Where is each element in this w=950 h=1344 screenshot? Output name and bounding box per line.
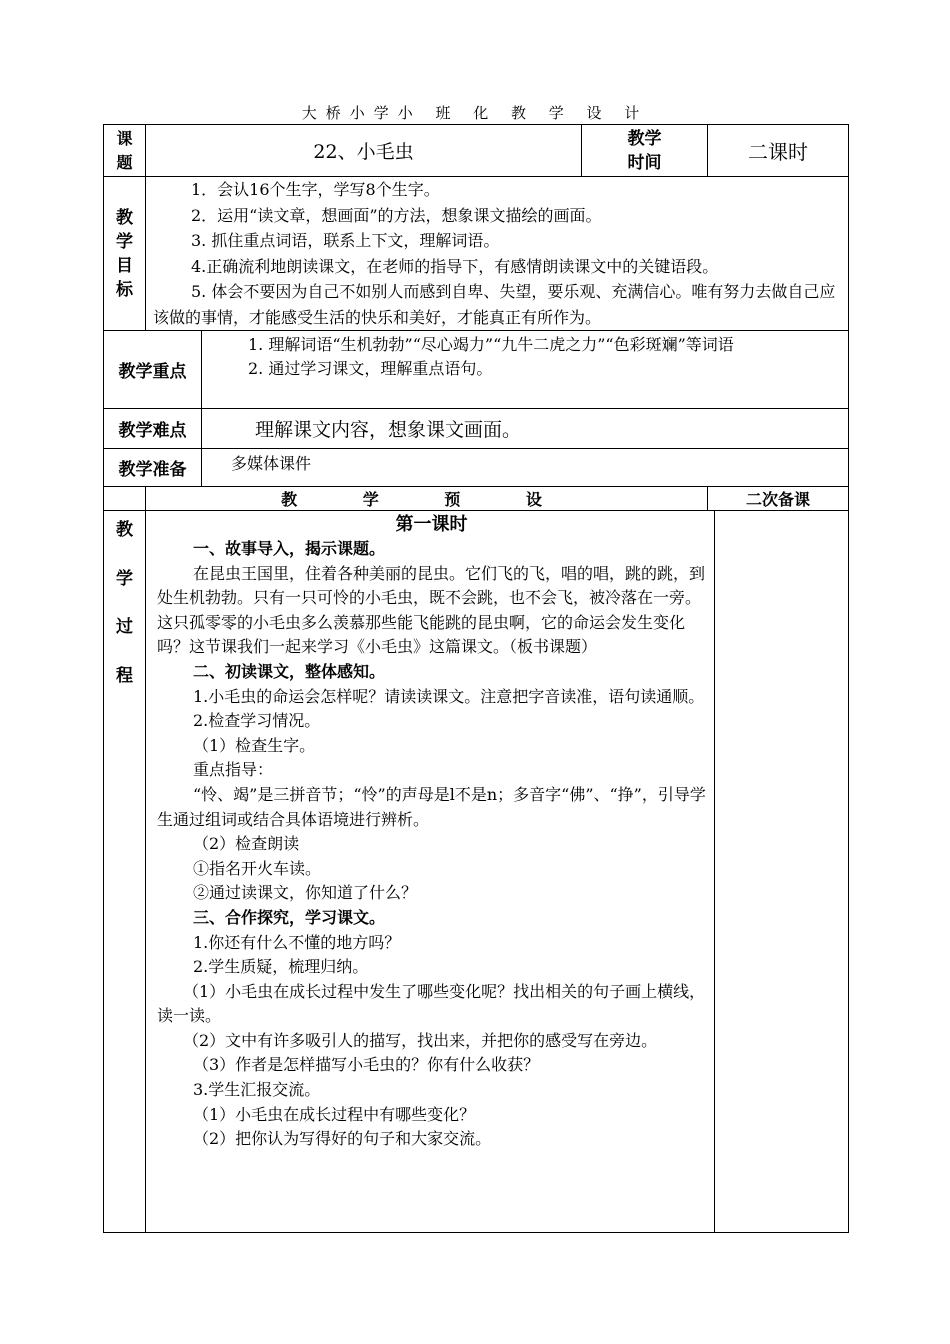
process-paragraph: （2）检查朗读 (193, 834, 300, 854)
process-paragraph: （2）文中有许多吸引人的描写，找出来，并把你的感受写在旁边。 (183, 1030, 658, 1050)
difficulty-label: 教学难点 (104, 409, 202, 449)
second-prep-column (715, 511, 849, 1233)
key-points-content (202, 331, 849, 409)
process-paragraph: “怜、竭”是三拼音节；“怜”的声母是l不是n；多音字“佛”、“挣”，引导学生通过组词或结合具体语境进行辨析。 (157, 784, 706, 829)
lesson-plan-table (103, 124, 849, 1233)
process-paragraph: 1.小毛虫的命运会怎样呢？请读读课文。注意把字音读准，语句读通顺。 (193, 686, 705, 706)
preparation-row (104, 449, 849, 487)
topic-row (104, 125, 849, 177)
process-paragraph: ①指名开火车读。 (193, 858, 322, 878)
process-paragraph: （2）把你认为写得好的句子和大家交流。 (193, 1129, 492, 1149)
goals-label: 教 学 目 标 (104, 177, 146, 331)
goals-row (104, 177, 849, 331)
time-label: 教学 时间 (582, 125, 708, 177)
process-header-row (104, 487, 849, 511)
process-paragraph: 3.学生汇报交流。 (193, 1080, 321, 1100)
key-point-item: 1. 理解词语“生机勃勃”“尽心竭力”“九牛二虎之力”“色彩斑斓”等词语 (248, 335, 734, 354)
process-paragraph: （1）小毛虫在成长过程中有哪些变化？ (193, 1104, 476, 1124)
goal-item: 3. 抓住重点词语，联系上下文，理解词语。 (191, 231, 500, 250)
topic-value: 22、小毛虫 (146, 125, 582, 177)
process-paragraph: （3）作者是怎样描写小毛虫的？你有什么收获？ (193, 1055, 540, 1075)
section-heading: 三、合作探究，学习课文。 (193, 907, 386, 927)
section-heading: 一、故事导入，揭示课题。 (193, 539, 386, 558)
process-header-side: 二次备课 (708, 487, 849, 511)
topic-label: 课 题 (104, 125, 146, 177)
difficulty-row (104, 409, 849, 449)
process-paragraph: 2.检查学习情况。 (193, 711, 321, 731)
section-heading: 二、初读课文，整体感知。 (193, 661, 386, 681)
lesson-title: 第一课时 (395, 514, 468, 535)
difficulty-content: 理解课文内容，想象课文画面。 (202, 409, 849, 449)
process-content (146, 511, 715, 1233)
time-value: 二课时 (708, 125, 849, 177)
preparation-label: 教学准备 (104, 449, 202, 487)
process-row (104, 511, 849, 1233)
process-label: 教 学 过 程 (104, 511, 146, 1233)
process-paragraph: ②通过读课文，你知道了什么？ (193, 883, 418, 903)
process-header-blank (104, 487, 146, 511)
process-paragraph: （1）检查生字。 (193, 735, 316, 755)
process-paragraph: 重点指导： (193, 760, 274, 780)
goals-content (146, 177, 849, 331)
key-points-label: 教学重点 (104, 331, 202, 409)
process-paragraph: 在昆虫王国里，住着各种美丽的昆虫。它们飞的飞，唱的唱，跳的跳，到处生机勃勃。只有一只可怜的小毛虫，既不会跳，也不会飞，被冷落在一旁。这只孤零零的小毛虫多么羡慕那些能飞能跳的昆虫啊，它的命运会发生变化吗？这节课我们一起来学习《小毛虫》这篇课文。（板书课题） (157, 563, 706, 657)
page-title: 大桥小学小 班 化 教 学 设 计 (301, 104, 649, 122)
goal-item: 2．运用“读文章，想画面”的方法，想象课文描绘的画面。 (191, 205, 602, 225)
goal-item: 5. 体会不要因为自己不如别人而感到自卑、失望，要乐观、充满信心。唯有努力去做自己应该做的事情，才能感受生活的快乐和美好，才能真正有所作为。 (153, 282, 836, 327)
key-points-row (104, 331, 849, 409)
process-paragraph: 2.学生质疑，梳理归纳。 (193, 957, 369, 977)
process-paragraph: （1）小毛虫在成长过程中发生了哪些变化呢？找出相关的句子画上横线，读一读。 (157, 981, 706, 1026)
process-header-main: 教 学 预 设 (146, 487, 708, 511)
goal-item: 4.正确流利地朗读课文，在老师的指导下，有感情朗读课文中的关键语段。 (191, 256, 719, 276)
goal-item: 1．会认16个生字，学写8个生字。 (191, 180, 440, 199)
preparation-content: 多媒体课件 (202, 449, 849, 487)
process-paragraph: 1.你还有什么不懂的地方吗？ (193, 932, 401, 952)
key-point-item: 2. 通过学习课文，理解重点语句。 (248, 359, 493, 378)
